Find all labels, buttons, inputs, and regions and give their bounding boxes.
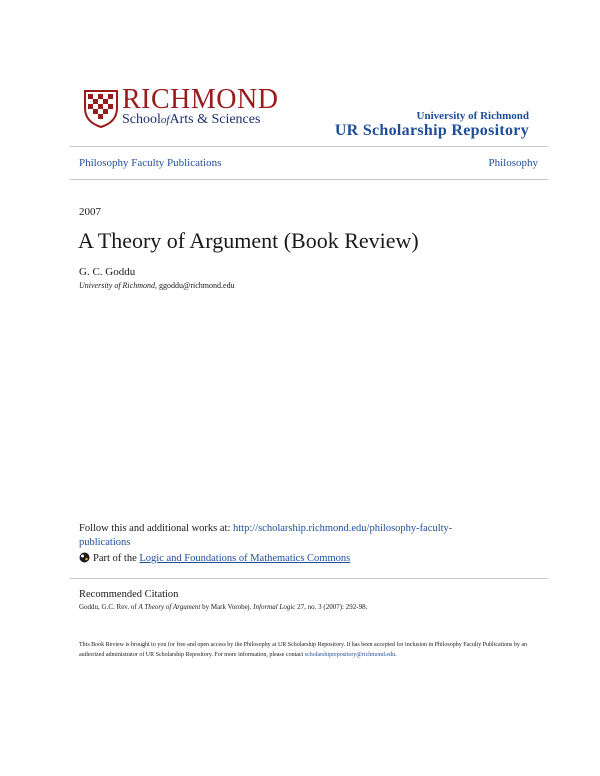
publication-year: 2007 — [79, 206, 101, 218]
article-title: A Theory of Argument (Book Review) — [78, 228, 419, 253]
access-statement: This Book Review is brought to you for free and open access by the Philosophy at UR Scholarship Repository. It has been accepted for inclusion in Philosophy Faculty Publications by an authorized administrator of UR Scholarship Repository. For more information, please contact scholarshiprepository@richmond.edu. — [79, 642, 528, 658]
repository-link[interactable]: UR Scholarship Repository — [334, 122, 529, 139]
divider-citation — [70, 578, 548, 579]
recommended-citation-label: Recommended Citation — [79, 589, 179, 600]
follow-line: Follow this and additional works at: http://scholarship.richmond.edu/philosophy-faculty-publications — [79, 523, 453, 548]
follow-url-link[interactable]: http://scholarship.richmond.edu/philosophy-faculty-publications — [79, 523, 453, 548]
university-name: University of Richmond — [416, 110, 529, 122]
author-name: G. C. Goddu — [79, 266, 136, 278]
citation-text: Goddu, G.C. Rev. of A Theory of Argument by Mark Vorobej. Informal Logic 27, no. 3 (2007): 292-98. — [79, 603, 368, 611]
part-of-line: Part of the Logic and Foundations of Mathematics Commons — [93, 553, 351, 564]
author-affiliation: University of Richmond, ggoddu@richmond.edu — [79, 281, 235, 290]
commons-link[interactable]: Logic and Foundations of Mathematics Commons — [139, 553, 351, 564]
richmond-shield-icon — [84, 88, 118, 128]
contact-email-link[interactable]: scholarshiprepository@richmond.edu — [304, 652, 396, 658]
divider-nav — [70, 179, 548, 180]
commons-network-icon — [79, 552, 90, 563]
department-link[interactable]: Philosophy — [488, 157, 538, 169]
logo-wordmark: RICHMOND — [122, 84, 279, 115]
logo-subtitle: SchoolofArts & Sciences — [122, 112, 261, 127]
divider-top — [70, 146, 548, 147]
collection-link[interactable]: Philosophy Faculty Publications — [79, 157, 222, 169]
